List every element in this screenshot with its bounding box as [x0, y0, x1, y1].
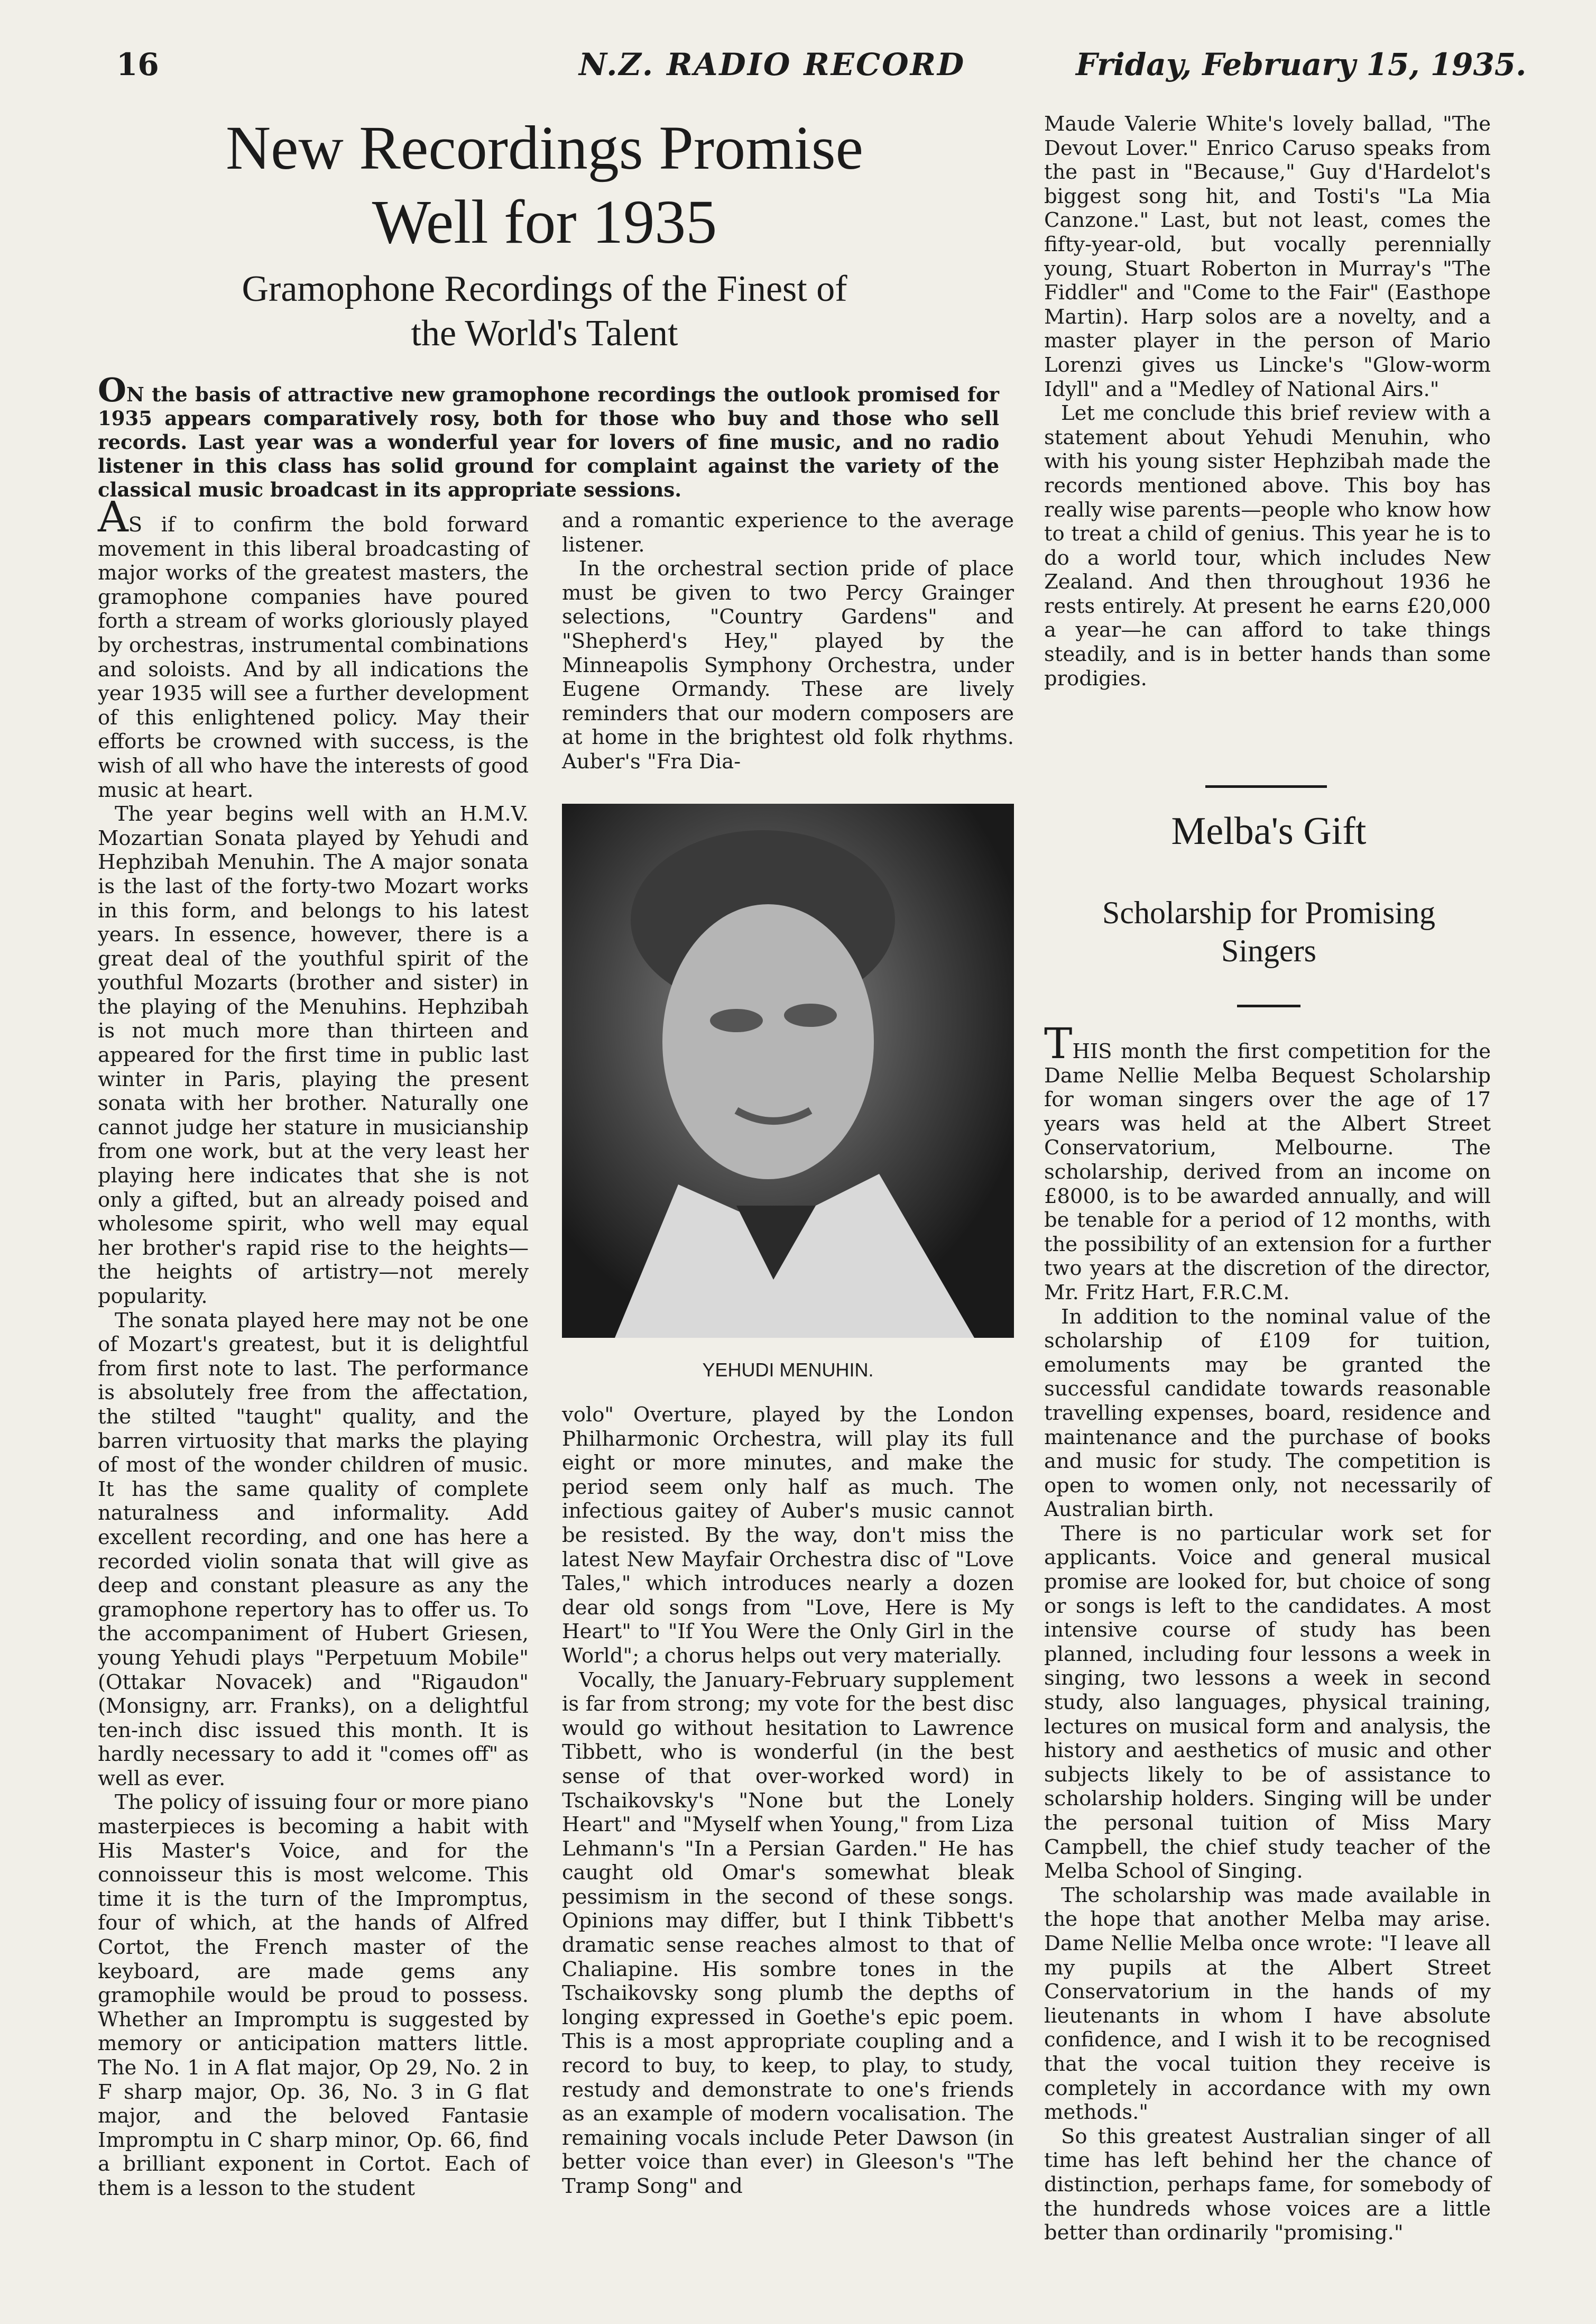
paragraph: Maude Valerie White's lovely ballad, "The Devout Lover." Enrico Caruso speaks from the past in "Because," Guy d'Hardelot's biggest song hit, and Tosti's "La Mia Canzone." Last, but not least, comes the fifty-year-old, but vocally perennially young, Stuart Roberton in Murray's "The Fiddler" and "Come to the Fair" (Easthope Martin). Harp solos are a novelty, and a master player in the person of Mario Lorenzi gives us Lincke's "Glow-worm Idyll" and a "Medley of National Airs." — [1044, 112, 1491, 401]
paragraph: and a romantic experience to the average listener. — [562, 509, 1014, 557]
sidebar-subtitle-line-1: Scholarship for Promising — [1102, 895, 1435, 930]
article-subtitle — [148, 267, 941, 356]
paragraph: In addition to the nominal value of the scholarship of £109 for tuition, emoluments may be granted the successful candidate towards reasonable travelling expenses, board, residence and maintenance and the purchase of books and music for study. The competition is open to women only, not necessarily of Australian birth. — [1044, 1305, 1491, 1522]
paragraph: In the orchestral section pride of place must be given to two Percy Grainger selections, "Country Gardens" and "Shepherd's Hey," played by the Minneapolis Symphony Orchestra, under Eugene Ormandy. These are lively reminders that our modern composers are at home in the brightest old folk rhythms. Auber's "Fra Dia- — [562, 557, 1014, 774]
section-divider — [1237, 1005, 1300, 1007]
paragraph: Vocally, the January-February supplement is far from strong; my vote for the best disc would go without hesitation to Lawrence Tibbett, who is wonderful (in the best sense of that over-worked word) in Tschaikovsky's "None but the Lonely Heart" and "Myself when Young," from Liza Lehmann's "In a Persian Garden." He has caught old Omar's somewhat bleak pessimism in the second of these songs. Opinions may differ, but I think Tibbett's dramatic sense reaches almost to that of Chaliapine. His sombre tones in the Tschaikovsky song plumb the depths of longing expressed in Goethe's epic poem. This is a most appropriate coupling and a record to buy, to keep, to play, to study, restudy and demonstrate to one's friends as an example of modern vocalisation. The remaining vocals include Peter Dawson (in better voice than ever) in Gleeson's "The Tramp Song" and — [562, 1668, 1014, 2198]
photo-caption: YEHUDI MENUHIN. — [702, 1359, 874, 1381]
title-line-2: Well for 1935 — [372, 187, 717, 256]
paragraph: THIS month the first competition for the Dame Nellie Melba Bequest Scholarship for woman singers over the age of 17 years was held at the Albert Street Conservatorium, Melbourne. The scholarship, derived from an income on £8000, is to be awarded annually, and will be tenable for a period of 12 months, with the possibility of an extension for a further two years at the discretion of the director, Mr. Fritz Hart, F.R.C.M. — [1044, 1019, 1491, 1305]
article-intro: ON the basis of attractive new gramophone recordings the outlook promised for 1935 appears comparatively rosy, both for those who buy and those who sell records. Last year was a wonderful year for lovers of fine music, and no radio listener in this class has solid ground for complaint against the variety of the classical music broadcast in its appropriate sessions. — [98, 371, 999, 501]
article-column-2-bottom — [562, 1403, 1014, 2199]
portrait-photo — [562, 804, 1014, 1338]
publication-name: N.Z. RADIO RECORD — [579, 47, 966, 82]
paragraph: The year begins well with an H.M.V. Mozartian Sonata played by Yehudi and Hephzibah Menuhin. The A major sonata is the last of the forty-two Mozart works in this form, and belongs to his latest years. In essence, however, there is a great deal of the youthful spirit of the youthful Mozarts (brother and sister) in the playing of the Menuhins. Hephzibah is not much more than thirteen and appeared for the first time in public last winter in Paris, playing the present sonata with her brother. Naturally one cannot judge her stature in musicianship from one work, but at the very least her playing here indicates that she is not only a gifted, but an already poised and wholesome spirit, who well may equal her brother's rapid rise to the heights—the heights of artistry—not merely popularity. — [98, 802, 529, 1308]
paragraph: Let me conclude this brief review with a statement about Yehudi Menuhin, who with his young sister Hephzibah made the records mentioned above. This boy has really wise parents—people who know how to treat a child of genius. This year he is to do a world tour, which includes New Zealand. And then throughout 1936 he rests entirely. At present he earns £20,000 a year—he can afford to take things steadily, and is in better hands than some prodigies. — [1044, 401, 1491, 691]
paragraph: The sonata played here may not be one of Mozart's greatest, but it is delightful from first note to last. The performance is absolutely free from the affectation, the stilted "taught" quality, and the barren virtuosity that marks the playing of most of the wonder children of music. It has the same quality of complete naturalness and informality. Add excellent recording, and one has here a recorded violin sonata that will give as deep and constant pleasure as any the gramophone repertory has to offer us. To the accompaniment of Hubert Griesen, young Yehudi plays "Perpetuum Mobile" (Ottakar Novacek) and "Rigaudon" (Monsigny, arr. Franks), on a delightful ten-inch disc issued this month. It is hardly necessary to add it "comes off" as well as ever. — [98, 1308, 529, 1790]
paragraph: The policy of issuing four or more piano masterpieces is becoming a habit with His Master's Voice, and for the connoisseur this is most welcome. This time it is the turn of the Impromptus, four of which, at the hands of Alfred Cortot, the French master of the keyboard, are made gems any gramophile would be proud to possess. Whether an Impromptu is suggested by memory or anticipation matters little. The No. 1 in A flat major, Op 29, No. 2 in F sharp major, Op. 36, No. 3 in G flat major, and the beloved Fantasie Impromptu in C sharp minor, Op. 66, find a brilliant exponent in Cortot. Each of them is a lesson to the student — [98, 1790, 529, 2200]
sidebar-title: Melba's Gift — [1171, 810, 1367, 853]
article-column-3 — [1044, 112, 1491, 691]
article-title — [148, 111, 941, 259]
paragraph: The scholarship was made available in the hope that another Melba may arise. Dame Nellie Melba once wrote: "I leave all my pupils at the Albert Street Conservatorium in the hands of my lieutenants in whom I have absolute confidence, and I wish it to be recognised that the vocal tuition they receive is completely in accordance with my own methods." — [1044, 1883, 1491, 2125]
subtitle-line-2: the World's Talent — [411, 313, 678, 354]
portrait-illustration — [562, 804, 1014, 1338]
title-line-1: New Recordings Promise — [225, 113, 864, 182]
issue-date: Friday, February 15, 1935. — [1076, 47, 1527, 82]
paragraph: So this greatest Australian singer of all time has left behind her the chance of distinction, perhaps fame, for somebody of the hundreds whose voices are a little better than ordinarily "promising." — [1044, 2124, 1491, 2245]
article-column-1 — [98, 492, 529, 2201]
paragraph: There is no particular work set for applicants. Voice and general musical promise are looked for, but choice of song or songs is left to the candidates. A most intensive course of study has been planned, including four lessons a week in singing, two lessons a week in second study, also languages, physical training, lectures on musical form and analysis, the history and aesthetics of music and other subjects likely to be of assistance to scholarship holders. Singing will be under the personal tuition of Miss Mary Campbell, the chief study teacher of the Melba School of Singing. — [1044, 1521, 1491, 1884]
page-number: 16 — [116, 47, 159, 82]
sidebar-subtitle-line-2: Singers — [1221, 933, 1316, 968]
sidebar-subtitle — [1044, 894, 1493, 970]
sidebar-body — [1044, 1019, 1491, 2245]
paragraph: AS if to confirm the bold forward movement in this liberal broadcasting of major works of the greatest masters, the gramophone companies have poured forth a stream of works gloriously played by orchestras, instrumental combinations and soloists. And by all indications the year 1935 will see a further development of this enlightened policy. May their efforts be crowned with success, is the wish of all who have the interests of good music at heart. — [98, 492, 529, 802]
paragraph: volo" Overture, played by the London Philharmonic Orchestra, will play its full eight or more minutes, and make the period seem only half as much. The infectious gaitey of Auber's music cannot be resisted. By the way, don't miss the latest New Mayfair Orchestra disc of "Love Tales," which introduces nearly a dozen dear old songs from "Love, Here is My Heart" to "If You Were the Only Girl in the World"; a chorus helps out very materially. — [562, 1403, 1014, 1668]
section-divider — [1205, 785, 1327, 788]
subtitle-line-1: Gramophone Recordings of the Finest of — [242, 269, 847, 309]
article-column-2-top — [562, 509, 1014, 774]
